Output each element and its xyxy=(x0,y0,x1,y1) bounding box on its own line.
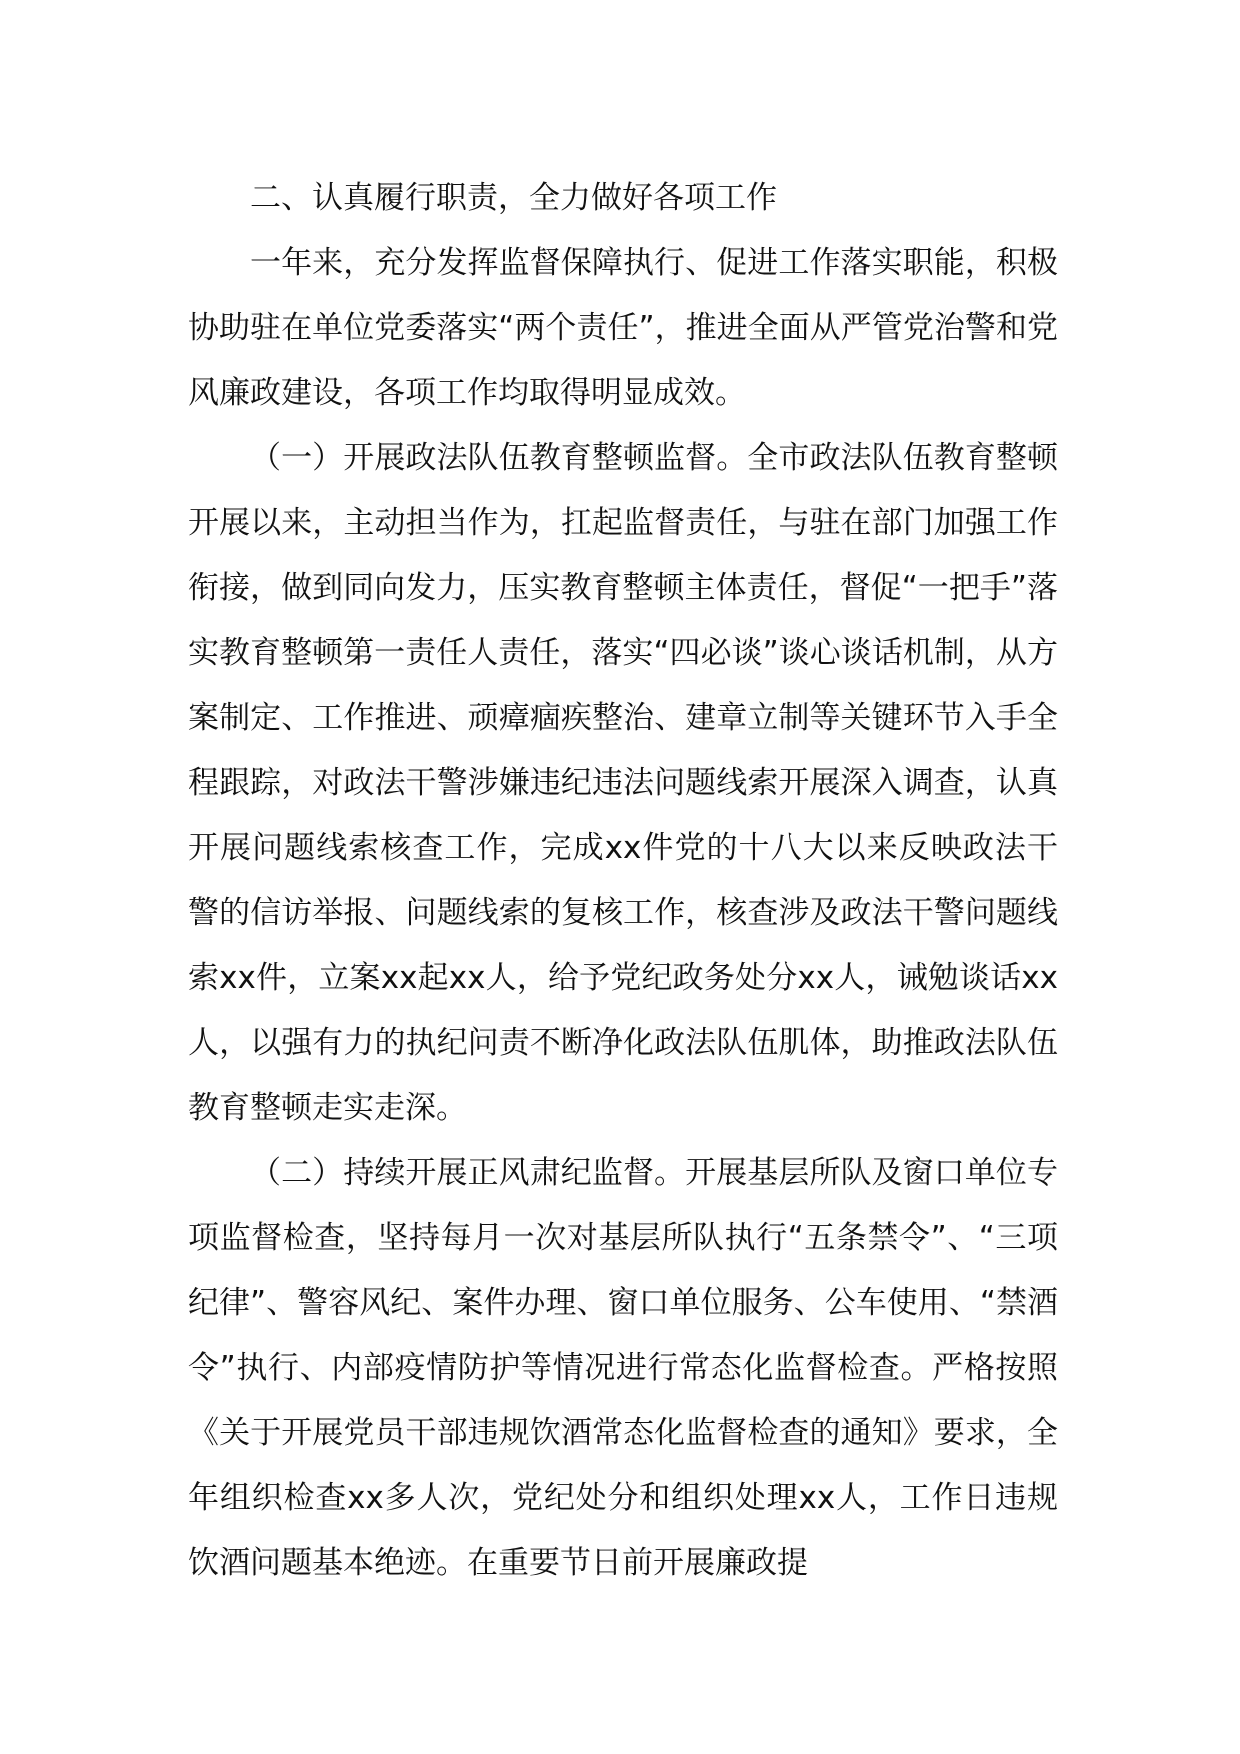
paragraph-section-2: （二）持续开展正风肃纪监督。开展基层所队及窗口单位专项监督检查，坚持每月一次对基层所队执行“五条禁令”、“三项纪律”、警容风纪、案件办理、窗口单位服务、公车使用、“禁酒令”执行、内部疫情防护等情况进行常态化监督检查。严格按照《关于开展党员干部违规饮酒常态化监督检查的通知》要求，全年组织检查xx多人次，党纪处分和组织处理xx人，工作日违规饮酒问题基本绝迹。在重要节日前开展廉政提 xyxy=(188,1155,1058,1581)
paragraph-section-1: （一）开展政法队伍教育整顿监督。全市政法队伍教育整顿开展以来，主动担当作为，扛起监督责任，与驻在部门加强工作衔接，做到同向发力，压实教育整顿主体责任，督促“一把手”落实教育整顿第一责任人责任，落实“四必谈”谈心谈话机制，从方案制定、工作推进、顽瘴痼疾整治、建章立制等关键环节入手全程跟踪，对政法干警涉嫌违纪违法问题线索开展深入调查，认真开展问题线索核查工作，完成xx件党的十八大以来反映政法干警的信访举报、问题线索的复核工作，核查涉及政法干警问题线索xx件，立案xx起xx人，给予党纪政务处分xx人，诫勉谈话xx人，以强有力的执纪问责不断净化政法队伍肌体，助推政法队伍教育整顿走实走深。 xyxy=(188,440,1058,1126)
section-heading: 二、认真履行职责，全力做好各项工作 xyxy=(250,180,777,216)
paragraph-intro: 一年来，充分发挥监督保障执行、促进工作落实职能，积极协助驻在单位党委落实“两个责任”，推进全面从严管党治警和党风廉政建设，各项工作均取得明显成效。 xyxy=(188,245,1058,411)
document-body xyxy=(188,166,1058,1596)
